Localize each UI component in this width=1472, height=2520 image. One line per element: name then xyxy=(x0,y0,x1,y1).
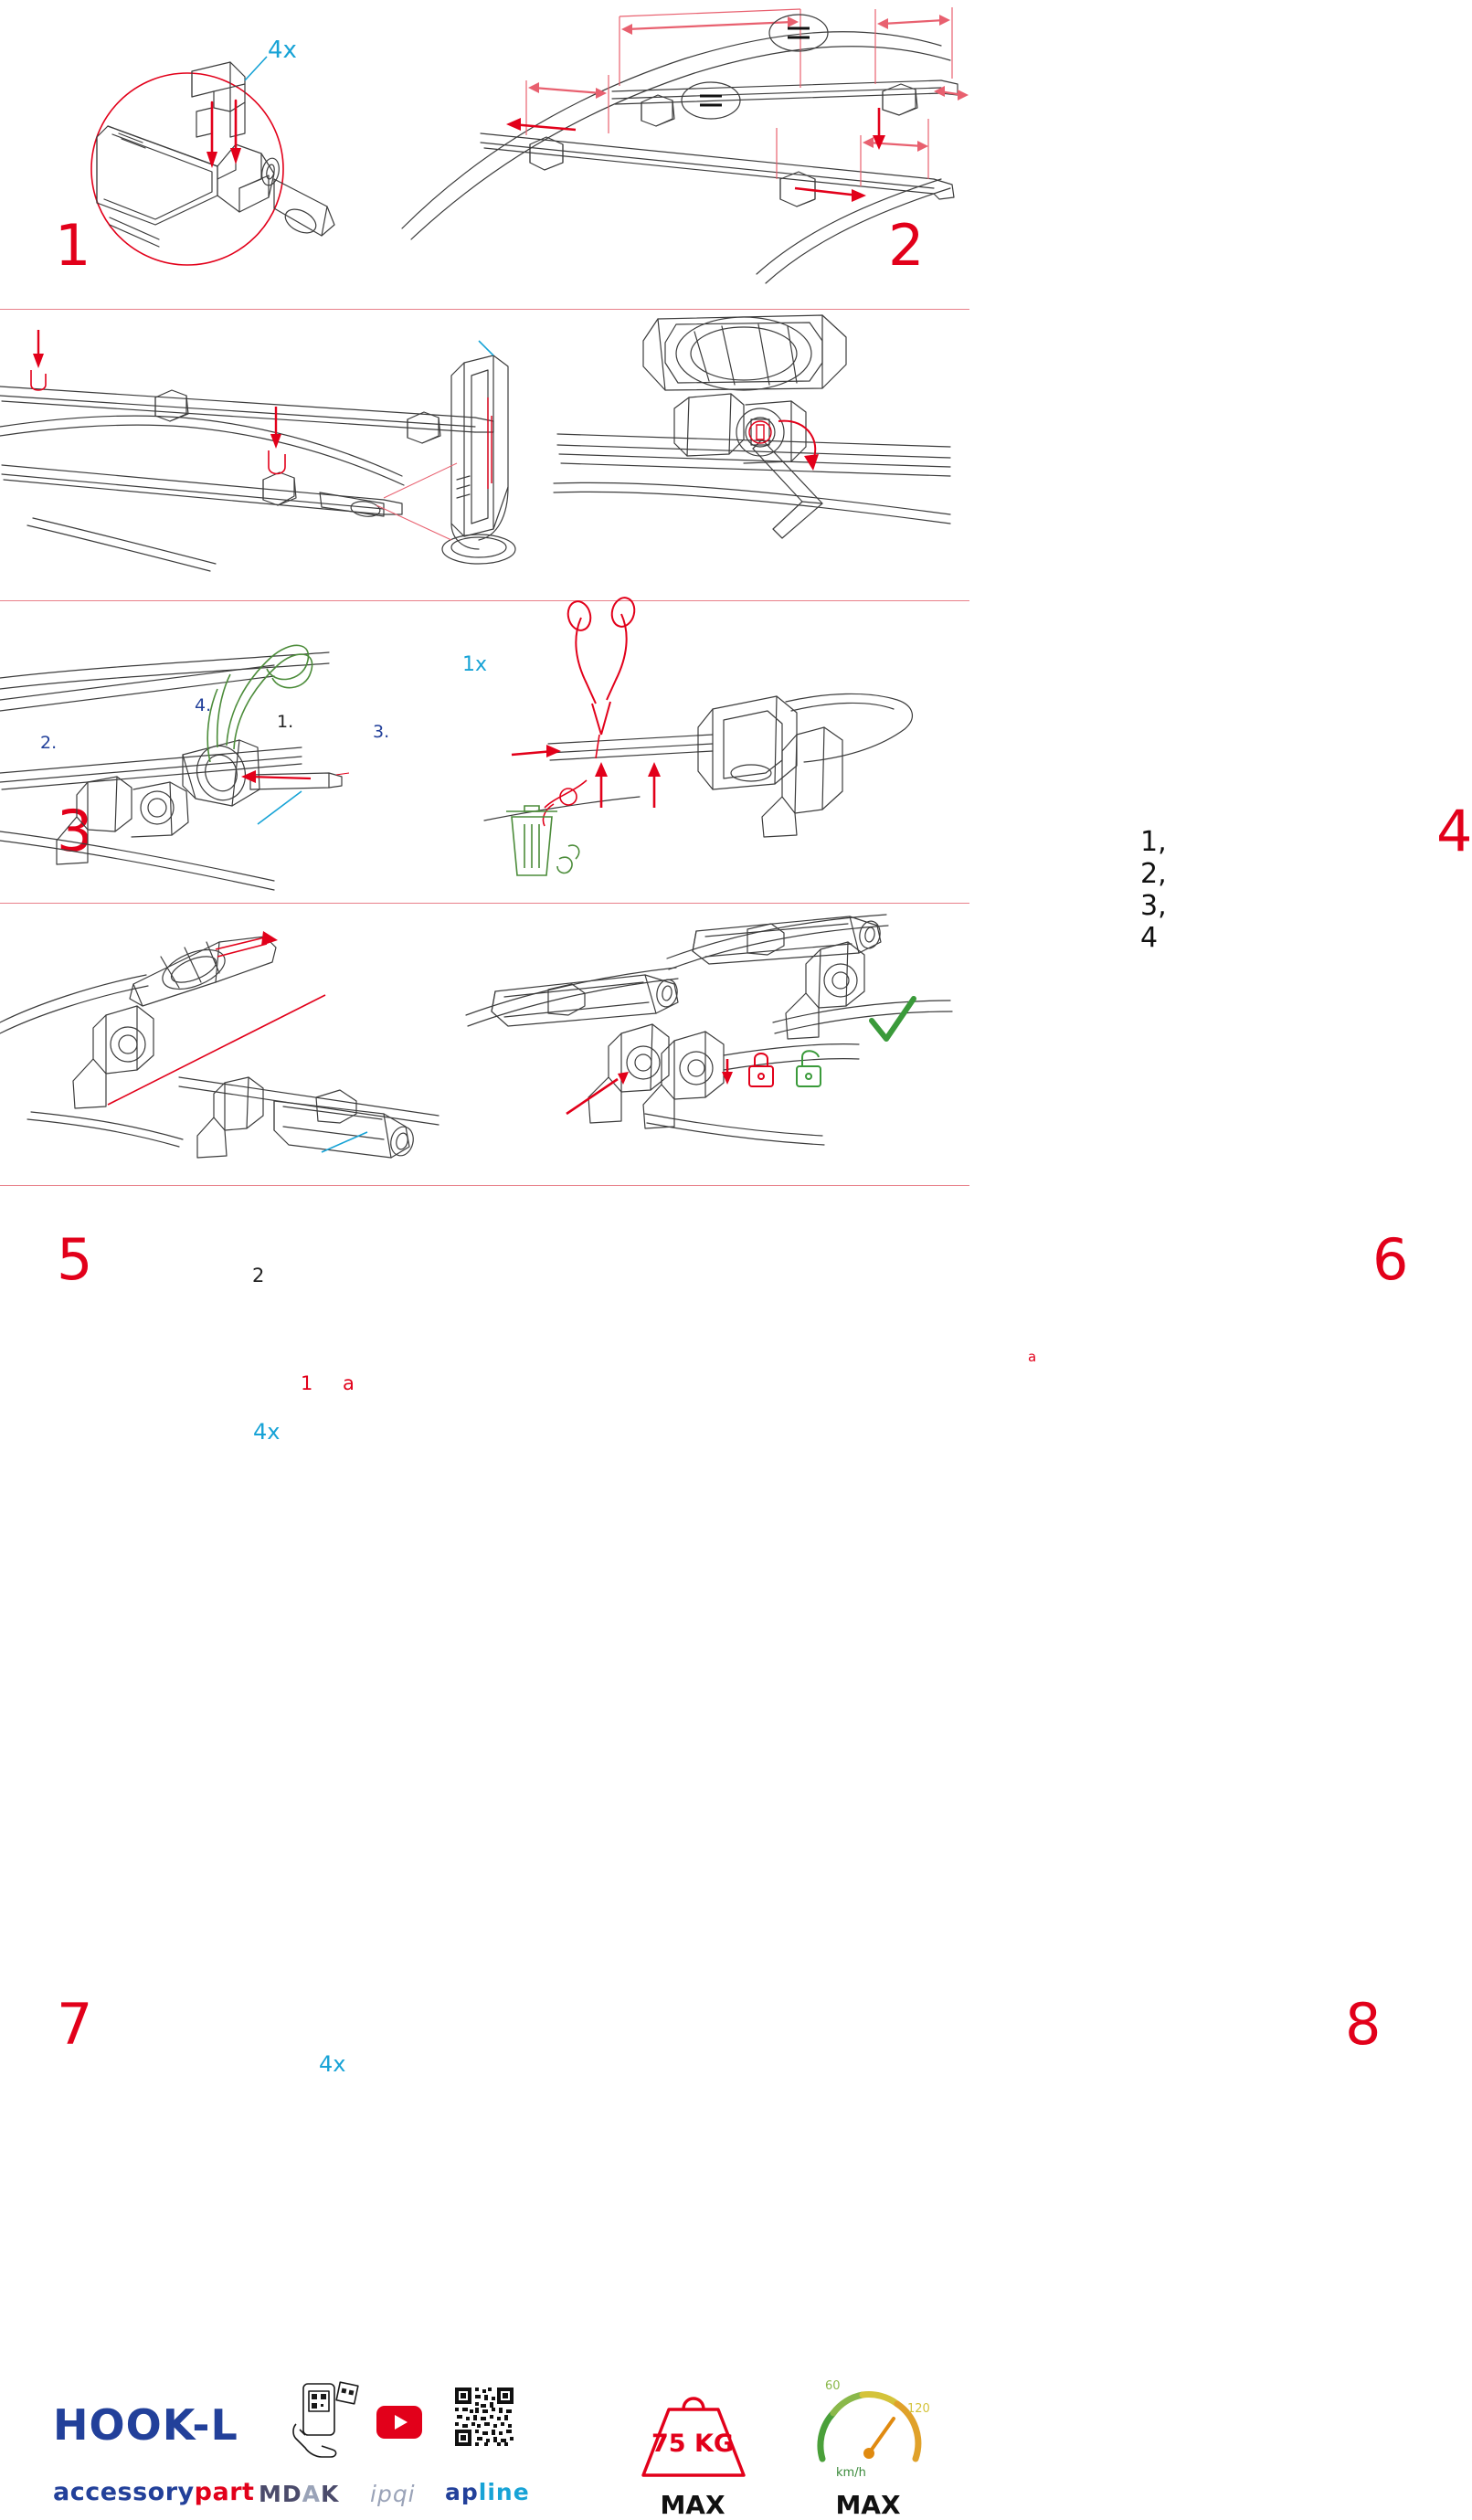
brand-logo xyxy=(53,2478,254,2506)
youtube-icon[interactable] xyxy=(376,2406,422,2439)
partner-mdak-logo xyxy=(259,2481,339,2507)
step-number-4: 4 xyxy=(1436,798,1472,864)
step-5-label-2: 2 xyxy=(252,1265,265,1286)
step-number-8: 8 xyxy=(1345,1991,1382,2058)
step-3-quantity-label: 1x xyxy=(462,653,488,676)
step-number-3: 3 xyxy=(57,798,93,864)
sequence-text: 1, 2, 3, 4 xyxy=(1140,826,1167,954)
max-speed-caption: MAX xyxy=(835,2490,901,2520)
step-number-1: 1 xyxy=(55,212,91,279)
step-6-illustration xyxy=(484,601,969,903)
step-8-panel xyxy=(457,904,1382,2058)
qr-scan-phone-icon xyxy=(291,2382,358,2461)
speed-tick-60: 60 xyxy=(825,2379,841,2393)
step-number-6: 6 xyxy=(1372,1226,1409,1293)
partner-apline-logo xyxy=(445,2479,530,2505)
partner-mdak-a: MD xyxy=(259,2481,302,2507)
max-load-caption: MAX xyxy=(660,2490,725,2520)
brand-part-accessory: accessory xyxy=(53,2478,195,2506)
partner-ipqi-logo: ipqi xyxy=(370,2481,416,2507)
step-6-label-a: a xyxy=(1028,1349,1037,1365)
step-7-panel xyxy=(0,904,457,2077)
max-load-value: 75 KG xyxy=(651,2430,735,2458)
partner-mdak-b: A xyxy=(302,2481,321,2507)
step-4-sequence xyxy=(1140,826,1167,954)
step-3-illustration xyxy=(0,310,548,600)
speed-unit-label: km/h xyxy=(836,2466,866,2480)
step-3-label-3: 3. xyxy=(373,722,390,742)
step-4-panel xyxy=(548,310,1472,954)
step-8-illustration xyxy=(457,904,969,1185)
step-5-illustration xyxy=(0,601,484,903)
step-2-panel xyxy=(393,0,969,309)
step-3-label-4: 4. xyxy=(195,695,212,715)
qr-code-icon xyxy=(453,2386,515,2448)
step-7-illustration xyxy=(0,904,457,1185)
step-number-5: 5 xyxy=(57,1226,93,1293)
speed-tick-120: 120 xyxy=(907,2402,930,2416)
partner-apline-a: ap xyxy=(445,2479,479,2505)
step-1-quantity-label: 4x xyxy=(268,37,297,64)
product-name: HOOK-L xyxy=(53,2400,238,2450)
step-3-label-1: 1. xyxy=(277,712,294,732)
step-5-quantity-label: 4x xyxy=(253,1419,281,1445)
partner-apline-b: line xyxy=(478,2479,530,2505)
step-number-2: 2 xyxy=(888,212,925,279)
step-number-7: 7 xyxy=(57,1991,93,2058)
step-5-panel xyxy=(0,601,484,1445)
partner-mdak-c: K xyxy=(321,2481,340,2507)
step-4-illustration xyxy=(548,310,969,600)
step-3-panel xyxy=(0,310,548,864)
step-3-label-2: 2. xyxy=(40,733,58,753)
step-1-panel xyxy=(0,0,393,309)
step-7-quantity-label: 4x xyxy=(319,2051,346,2077)
brand-part-part: part xyxy=(194,2478,255,2506)
step-2-illustration xyxy=(393,0,969,309)
step-5-label-a: a xyxy=(343,1372,355,1394)
speedometer-icon xyxy=(810,2382,928,2473)
step-5-label-1: 1 xyxy=(301,1372,313,1394)
